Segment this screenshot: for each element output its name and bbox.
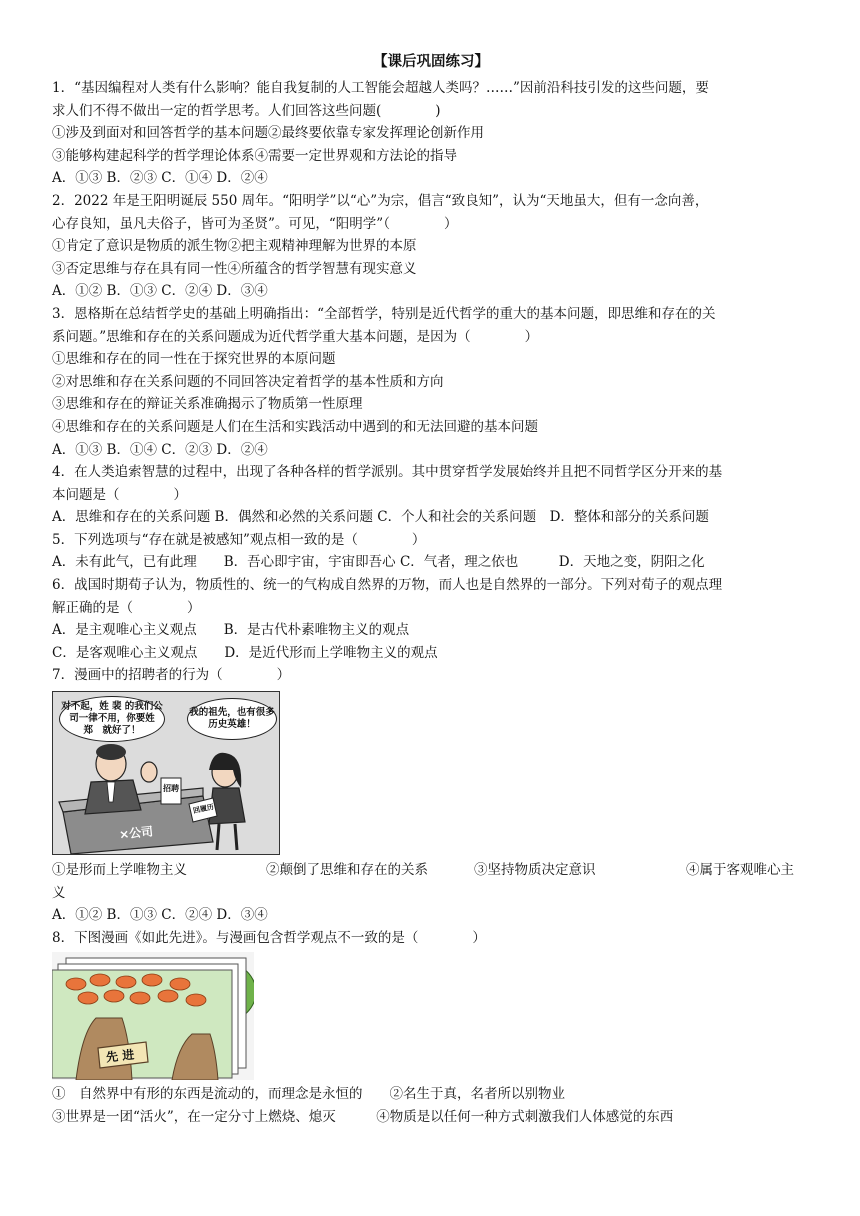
- question-7-stem: 7．漫画中的招聘者的行为（ ）: [52, 667, 291, 684]
- question-1-stem-cont: 求人们不得不做出一定的哲学思考。人们回答这些问题( ): [52, 102, 441, 119]
- question-1: [52, 77, 810, 190]
- question-8-statements-b: ③世界是一团“活火”，在一定分寸上燃烧、熄灭 ④物质是以任何一种方式刺激我们人体感觉的东西: [52, 1109, 674, 1125]
- question-2-statements-b: ③否定思维与存在具有同一性④所蕴含的哲学智慧有现实意义: [52, 260, 417, 277]
- question-1-statements-a: ①涉及到面对和回答哲学的基本问题②最终要依靠专家发挥理论创新作用: [52, 125, 484, 142]
- question-1-statements-b: ③能够构建起科学的哲学理论体系④需要一定世界观和方法论的指导: [52, 147, 457, 164]
- question-4-stem-cont: 本问题是（ ）: [52, 486, 187, 503]
- question-3-statement-3: ③思维和存在的辩证关系准确揭示了物质第一性原理: [52, 396, 363, 413]
- question-7-statement-2: ②颠倒了思维和存在的关系: [266, 862, 428, 879]
- resume-paper: 回履历: [192, 802, 215, 816]
- question-6: [52, 574, 810, 664]
- question-4: [52, 461, 810, 529]
- question-5-stem: 5．下列选项与“存在就是被感知”观点相一致的是（ ）: [52, 531, 426, 548]
- question-6-stem-cont: 解正确的是（ ）: [52, 599, 201, 616]
- question-3-statement-4: ④思维和存在的关系问题是人们在生活和实践活动中遇到的和无法回避的基本问题: [52, 418, 538, 435]
- recruit-sign: 招聘: [163, 784, 179, 794]
- question-7-statement-4-cont: 义: [52, 884, 66, 901]
- question-1-options: A．①③ B．②③ C．①④ D．②④: [52, 170, 268, 187]
- question-7-statement-3: ③坚持物质决定意识: [474, 862, 596, 879]
- question-3-statement-1: ①思维和存在的同一性在于探究世界的本原问题: [52, 351, 336, 368]
- question-7-statements: [52, 859, 810, 882]
- question-8-stem: 8．下图漫画《如此先进》。与漫画包含哲学观点不一致的是（ ）: [52, 929, 486, 946]
- question-3-options: A．①③ B．①④ C．②③ D．②④: [52, 441, 268, 458]
- question-2-stem-cont: 心存良知，虽凡夫俗子，皆可为圣贤”。可见，“阳明学”（ ）: [52, 215, 458, 232]
- question-6-options-ab: A．是主观唯心主义观点 B．是古代朴素唯物主义的观点: [52, 622, 410, 639]
- question-2-statements-a: ①肯定了意识是物质的派生物②把主观精神理解为世界的本原: [52, 238, 417, 255]
- question-8-statements-a: ① 自然界中有形的东西是流动的，而理念是永恒的 ②名生于真，名者所以别物业: [52, 1086, 565, 1103]
- question-1-stem: 1．“基因编程对人类有什么影响？能自我复制的人工智能会超越人类吗？……”因前沿科技引发的这些问题，要: [52, 80, 709, 96]
- question-4-stem: 4．在人类追索智慧的过程中，出现了各种各样的哲学派别。其中贯穿哲学发展始终并且把不同哲学区分开来的基: [52, 464, 723, 481]
- question-7-options: A．①② B．①③ C．②④ D．③④: [52, 907, 268, 924]
- question-3: [52, 303, 810, 461]
- worksheet: [52, 50, 810, 1129]
- question-3-statement-2: ②对思维和存在关系问题的不同回答决定着哲学的基本性质和方向: [52, 373, 444, 390]
- question-2-stem: 2．2022 年是王阳明诞辰 550 周年。“阳明学”以“心”为宗，倡言“致良知”，认为“天地虽大，但有一念向善，: [52, 192, 709, 209]
- question-6-options-cd: C．是客观唯心主义观点 D．是近代形而上学唯物主义的观点: [52, 644, 438, 661]
- recruiter-cartoon: [52, 691, 280, 855]
- company-desk-label: ×公司: [118, 824, 154, 842]
- question-5: [52, 529, 810, 574]
- question-5-options: A．未有此气，已有此理 B．吾心即宇宙，宇宙即吾心 C．气者，理之依也 D．天地之变，阴阳之化: [52, 554, 705, 571]
- advanced-sign: 先 进: [105, 1047, 135, 1065]
- question-3-stem: 3．恩格斯在总结哲学史的基础上明确指出：“全部哲学，特别是近代哲学的重大的基本问题，即思维和存在的关: [52, 305, 716, 322]
- recruiter-speech-bubble: 对不起，姓 裴 的我们公司一律不用，你要姓 郑 就好了！: [59, 696, 165, 742]
- advanced-tree-cartoon: [52, 952, 254, 1080]
- advanced-tree-drawing: [52, 952, 254, 1080]
- applicant-speech-bubble: 我的祖先，也有很多历史英雄！: [187, 698, 277, 740]
- question-2-options: A．①② B．①③ C．②④ D．③④: [52, 283, 268, 300]
- question-8: [52, 927, 810, 1129]
- question-2: [52, 190, 810, 303]
- question-4-options: A．思维和存在的关系问题 B．偶然和必然的关系问题 C．个人和社会的关系问题 D．整体和部分的关系问题: [52, 509, 709, 526]
- question-3-stem-cont: 系问题。”思维和存在的关系问题成为近代哲学重大基本问题，是因为（ ）: [52, 328, 539, 345]
- page-title: 【课后巩固练习】: [373, 54, 489, 70]
- question-6-stem: 6．战国时期荀子认为，物质性的、统一的气构成自然界的万物，而人也是自然界的一部分。下列对荀子的观点理: [52, 577, 723, 594]
- question-7-statement-1: ①是形而上学唯物主义: [52, 862, 187, 879]
- question-7-statement-4: ④属于客观唯心主: [686, 862, 794, 879]
- question-7: [52, 664, 810, 926]
